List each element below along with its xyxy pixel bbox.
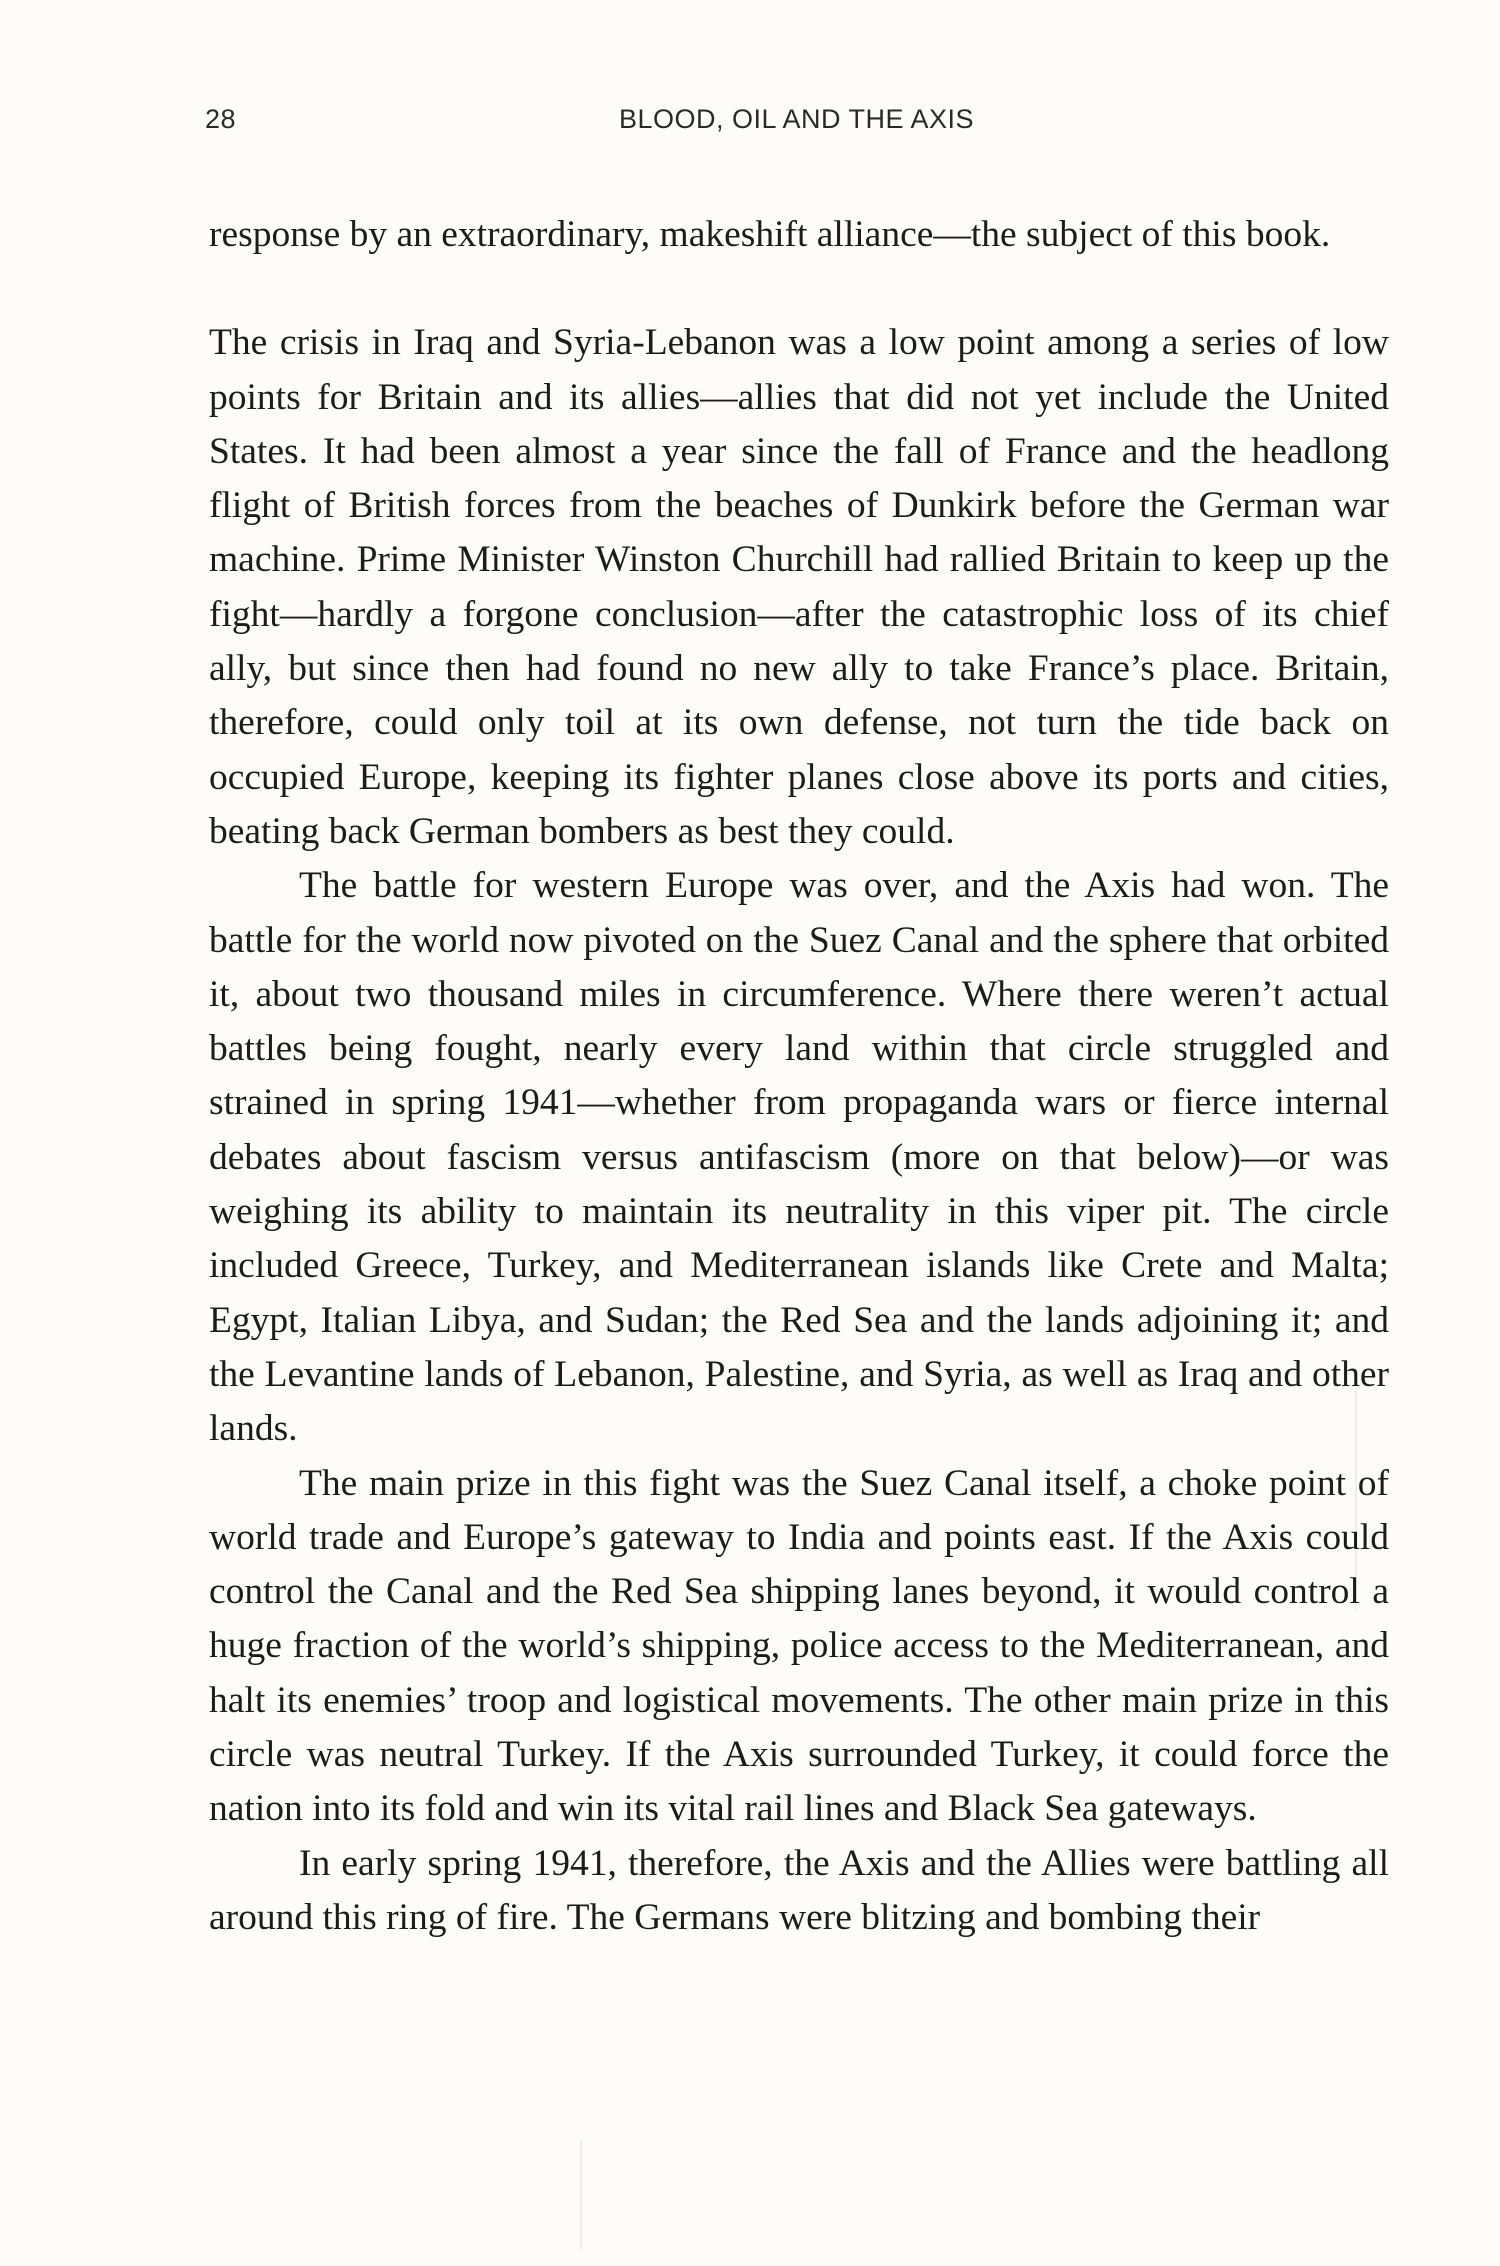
paragraph: response by an extraordinary, makeshift alliance—the subject of this book. xyxy=(209,214,1331,255)
scan-artifact xyxy=(580,2140,582,2250)
body-text xyxy=(209,208,1389,1945)
page-number: 28 xyxy=(205,104,237,134)
scan-artifact xyxy=(1355,1390,1357,1610)
paragraph: The crisis in Iraq and Syria-Lebanon was a low point among a series of low points for Britain and its allies—allies that did not yet include the United States. It had been almost a year since the fall of France and the headlong flight of British forces from the beaches of Dunkirk before the German war machine. Prime Minister Winston Churchill had rallied Britain to keep up the fight—hardly a forgone conclusion—after the catastrophic loss of its chief ally, but since then had found no new ally to take France’s place. Britain, therefore, could only toil at its own defense, not turn the tide back on occupied Europe, keeping its fighter planes close above its ports and cities, beating back German bombers as best they could. xyxy=(209,322,1389,852)
running-head xyxy=(205,104,1388,144)
paragraph: In early spring 1941, therefore, the Axis and the Allies were battling all around this ring of fire. The Germans were blitzing and bombing their xyxy=(209,1842,1389,1938)
running-title: BLOOD, OIL AND THE AXIS xyxy=(618,104,975,134)
paragraph: The battle for western Europe was over, and the Axis had won. The battle for the world now pivoted on the Suez Canal and the sphere that orbited it, about two thousand miles in circumference. Where there weren’t actual battles being fought, nearly every land within that circle struggled and strained in spring 1941—whether from propaganda wars or fierce internal debates about fascism versus antifascism (more on that below)—or was weighing its ability to maintain its neutrality in this viper pit. The circle included Greece, Turkey, and Mediterranean islands like Crete and Malta; Egypt, Italian Libya, and Sudan; the Red Sea and the lands adjoining it; and the Levantine lands of Lebanon, Palestine, and Syria, as well as Iraq and other lands. xyxy=(209,865,1389,1450)
paragraph: The main prize in this fight was the Suez Canal itself, a choke point of world trade and Europe’s gateway to India and points east. If the Axis could control the Canal and the Red Sea shipping lanes beyond, it would control a huge fraction of the world’s shipping, police access to the Mediterranean, and halt its enemies’ troop and logistical movements. The other main prize in this circle was neutral Turkey. If the Axis surrounded Turkey, it could force the nation into its fold and win its vital rail lines and Black Sea gateways. xyxy=(209,1462,1389,1830)
